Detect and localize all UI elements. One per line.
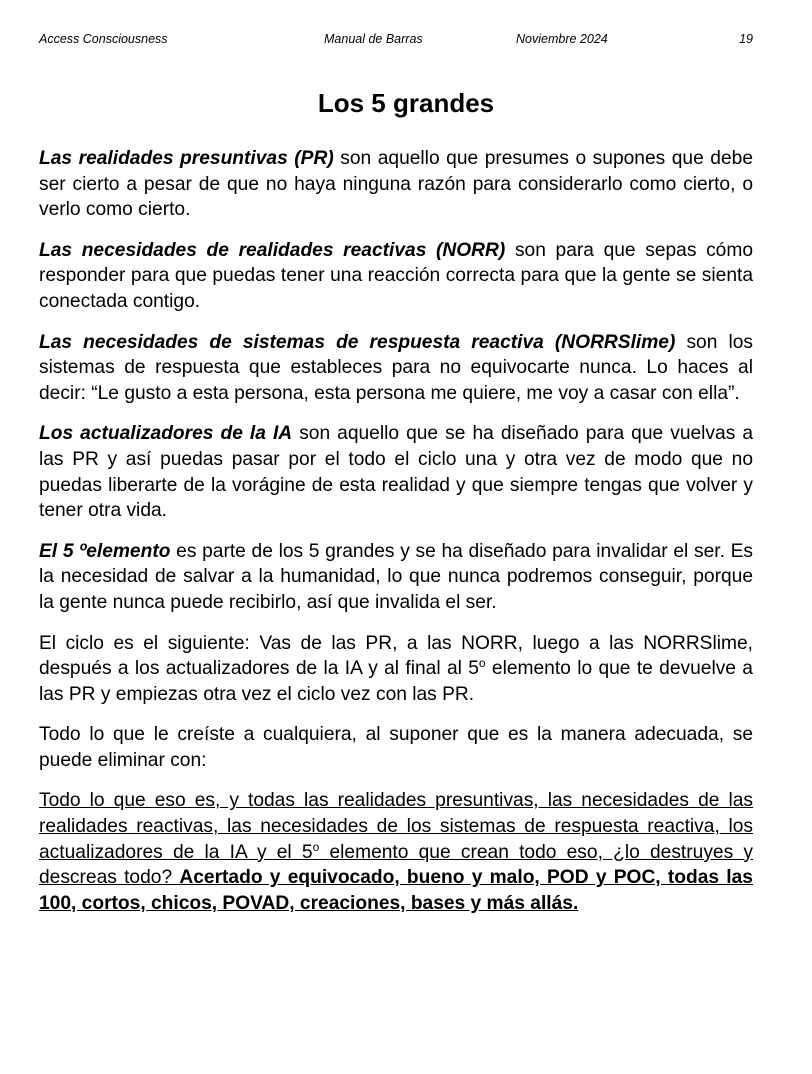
header-document-title: Manual de Barras: [324, 32, 423, 46]
page-header: [39, 32, 753, 50]
term-ia-updaters: Los actualizadores de la IA: [39, 423, 293, 445]
header-date: Noviembre 2024: [516, 32, 608, 46]
paragraph-cycle: [39, 631, 753, 708]
clearing-statement-bold: Acertado y equivocado, bueno y malo, POD y POC, todas las 100, cortos, chicos, POVAD, creaciones, bases y más allás.: [39, 867, 753, 914]
term-pr: Las realidades presuntivas (PR): [39, 148, 334, 169]
paragraph-text: elemento lo que te devuelve a las PR y empiezas otra vez el ciclo vez con las PR.: [39, 658, 753, 705]
term-norr: Las necesidades de realidades reactivas (NORR): [39, 239, 506, 261]
paragraph-presumptive-realities: [39, 146, 753, 223]
paragraph-intro-clearing: [39, 722, 753, 773]
ordinal-superscript: o: [312, 839, 320, 854]
paragraph-norr: [39, 238, 753, 315]
paragraph-text: son aquello que presumes o supones que debe ser cierto a pesar de que no haya ninguna razón para considerarlo como cierto, o verlo como cierto.: [39, 148, 753, 221]
paragraph-text: son aquello que se ha diseñado para que vuelvas a las PR y así puedas pasar por el todo el ciclo una y otra vez de modo que no puedas liberarte de la vorágine de esta realidad y que siempre tengas que volver y tener otra vida.: [39, 423, 753, 522]
paragraph-text: son para que sepas cómo responder para que puedas tener una reacción correcta para que la gente se sienta conectada contigo.: [39, 239, 753, 312]
header-page-number: 19: [739, 32, 753, 46]
clearing-text: elemento que crean todo eso, ¿lo destruyes y descreas todo?: [39, 841, 753, 889]
term-fifth-element: El 5 ºelemento: [39, 540, 171, 562]
paragraph-fifth-element: [39, 539, 753, 616]
paragraph-text: son los sistemas de respuesta que estableces para no equivocarte nunca. Lo haces al decir: “Le gusto a esta persona, esta persona me quiere, me voy a casar con ella”.: [39, 331, 753, 404]
paragraph-text: El ciclo es el siguiente: Vas de las PR, a las NORR, luego a las NORRSlime, después a los actualizadores de la IA y al final al 5: [39, 632, 753, 680]
clearing-text: Todo lo que eso es, y todas las realidades presuntivas, las necesidades de las realidades reactivas, las necesidades de los sistemas de respuesta reactiva, los actualizadores de la IA y el 5: [39, 790, 753, 863]
paragraph-text: es parte de los 5 grandes y se ha diseñado para invalidar el ser. Es la necesidad de salvar a la humanidad, lo que nunca podremos conseguir, porque la gente nunca puede recibirlo, así que invalida el ser.: [39, 540, 753, 613]
paragraph-ia-updaters: [39, 421, 753, 523]
ordinal-superscript: o: [478, 656, 486, 671]
header-org: Access Consciousness: [39, 32, 168, 46]
page-title: Los 5 grandes: [317, 88, 495, 118]
paragraph-text: Todo lo que le creíste a cualquiera, al suponer que es la manera adecuada, se puede eliminar con:: [39, 724, 753, 771]
paragraph-clearing-statement: [39, 788, 753, 916]
term-norrslime: Las necesidades de sistemas de respuesta reactiva (NORRSlime): [39, 331, 676, 353]
paragraph-norrslime: [39, 330, 753, 407]
document-body: [39, 146, 753, 931]
